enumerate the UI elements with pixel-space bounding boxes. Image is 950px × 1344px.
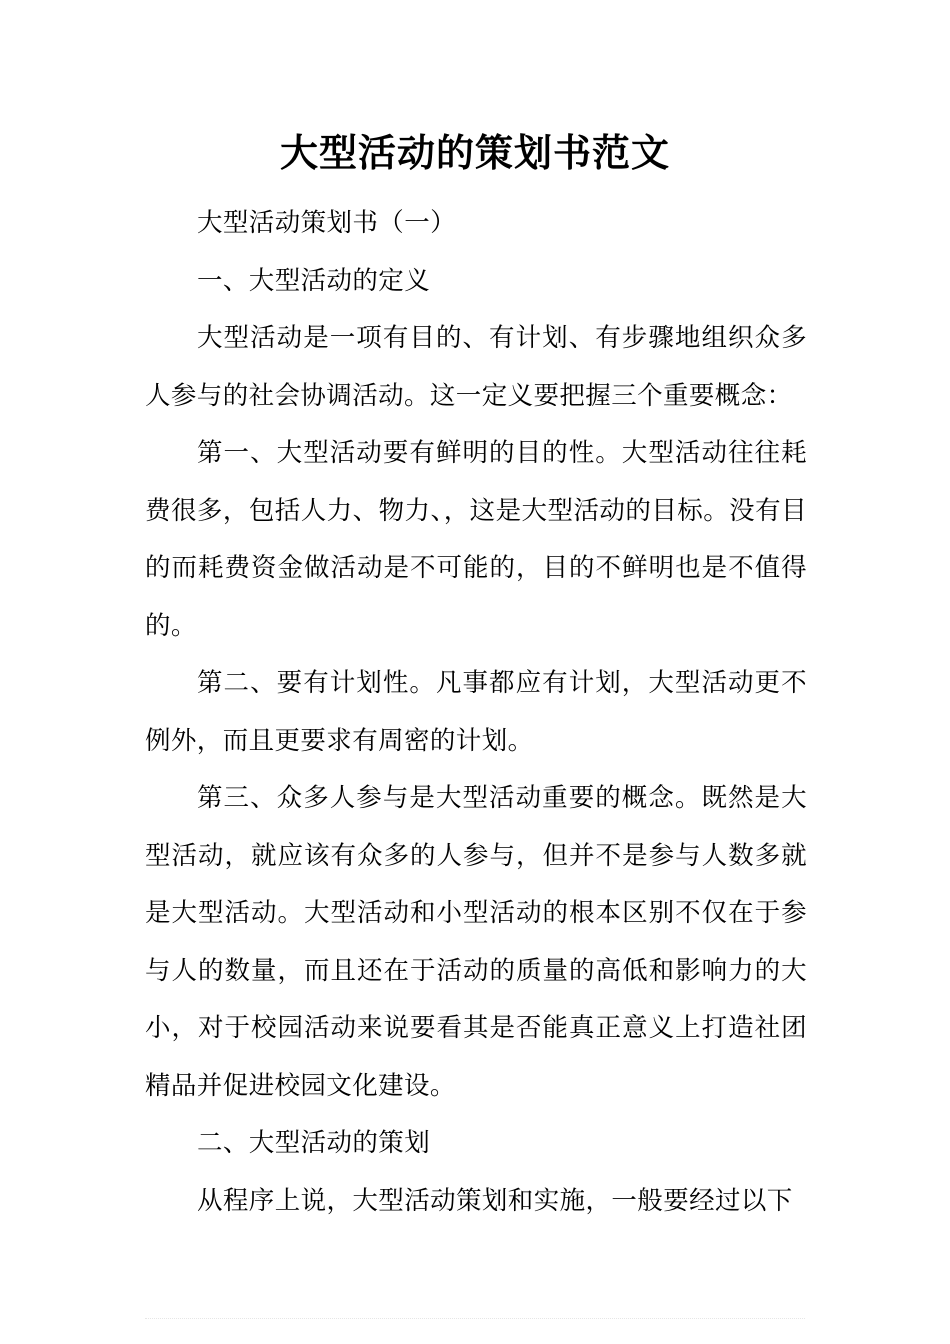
body-paragraph: 从程序上说，大型活动策划和实施，一般要经过以下 bbox=[197, 1185, 793, 1216]
section-heading: 二、大型活动的策划 bbox=[197, 1128, 431, 1158]
body-paragraph: 第二、要有计划性。凡事都应有计划，大型活动更不例外，而且更要求有周密的计划。 bbox=[145, 668, 807, 756]
body-paragraph: 第三、众多人参与是大型活动重要的概念。既然是大型活动，就应该有众多的人参与，但并不是参与人数多就是大型活动。大型活动和小型活动的根本区别不仅在于参与人的数量，而且还在于活动的质量的高低和影响力的大小，对于校园活动来说要看其是否能真正意义上打造社团精品并促进校园文化建设。 bbox=[145, 783, 807, 1101]
document-title: 大型活动的策划书范文 bbox=[279, 130, 670, 175]
page-footer-divider bbox=[145, 1318, 805, 1320]
document-body bbox=[145, 195, 807, 1230]
section-heading: 一、大型活动的定义 bbox=[197, 265, 431, 296]
body-paragraph: 大型活动是一项有目的、有计划、有步骤地组织众多人参与的社会协调活动。这一定义要把握三个重要概念： bbox=[145, 323, 807, 411]
section-subtitle: 大型活动策划书（一） bbox=[197, 208, 457, 238]
body-paragraph: 第一、大型活动要有鲜明的目的性。大型活动往往耗费很多，包括人力、物力、，这是大型活动的目标。没有目的而耗费资金做活动是不可能的，目的不鲜明也是不值得的。 bbox=[145, 438, 807, 641]
